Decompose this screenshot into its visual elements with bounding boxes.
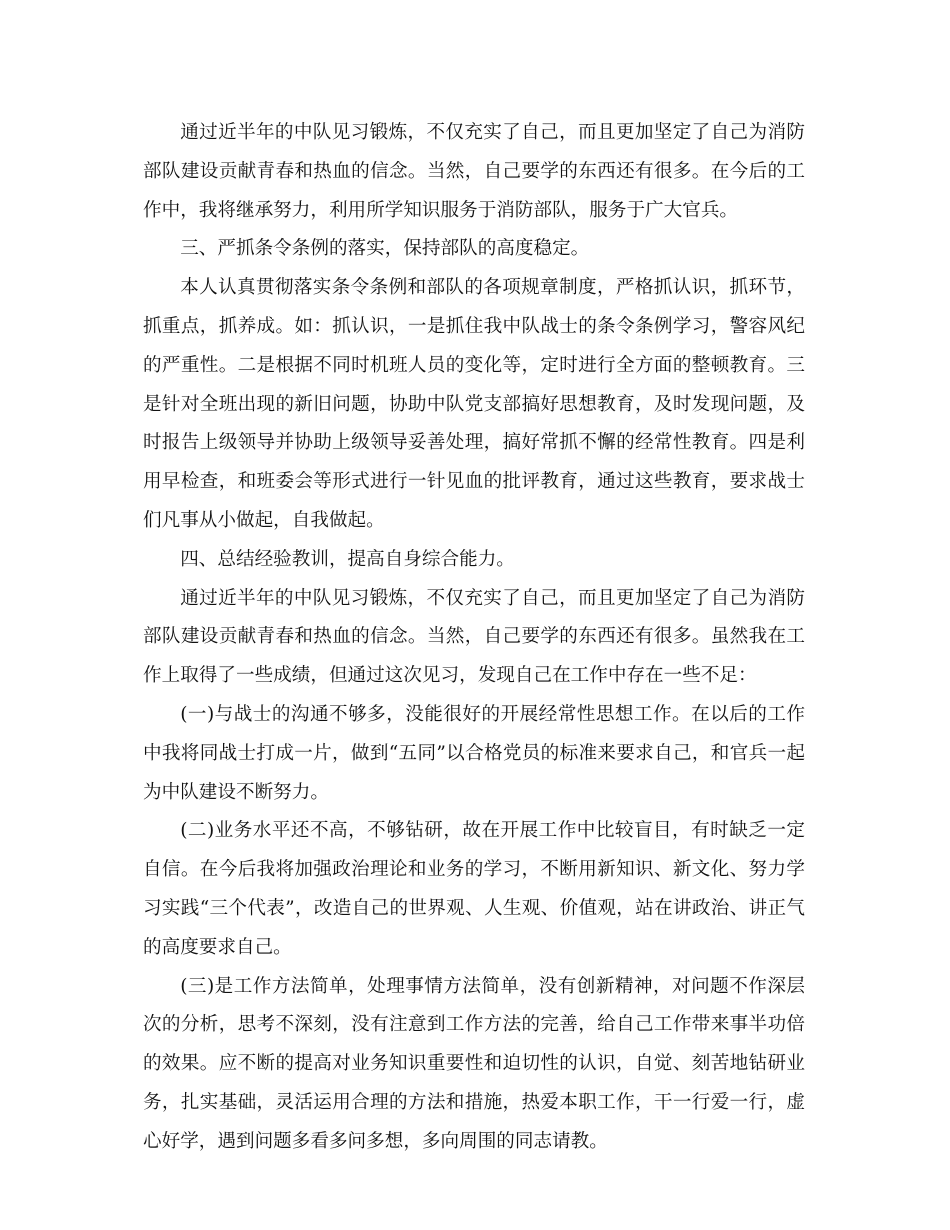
paragraph-regulations: 本人认真贯彻落实条令条例和部队的各项规章制度，严格抓认识，抓环节，抓重点，抓养成。如：抓认识，一是抓住我中队战士的条令条例学习，警容风纪的严重性。二是根据不同时机班人员的变化等，定时进行全方面的整顿教育。三是针对全班出现的新旧问题，协助中队党支部搞好思想教育，及时发现问题，及时报告上级领导并协助上级领导妥善处理，搞好常抓不懈的经常性教育。四是利用早检查，和班委会等形式进行一针见血的批评教育，通过这些教育，要求战士们凡事从小做起，自我做起。 (143, 277, 805, 531)
section-heading-four: 四、总结经验教训，提高自身综合能力。 (180, 548, 515, 570)
paragraph-intro-reflection: 通过近半年的中队见习锻炼，不仅充实了自己，而且更加坚定了自己为消防部队建设贡献青春和热血的信念。当然，自己要学的东西还有很多。在今后的工作中，我将继承努力，利用所学知识服务于消防部队，服务于广大官兵。 (143, 122, 805, 221)
paragraph-point-two: (二)业务水平还不高，不够钻研，故在开展工作中比较盲目，有时缺乏一定自信。在今后我将加强政治理论和业务的学习，不断用新知识、新文化、努力学习实践“三个代表”，改造自己的世界观、人生观、价值观，站在讲政治、讲正气的高度要求自己。 (143, 820, 805, 958)
paragraph-summary-shortcomings: 通过近半年的中队见习锻炼，不仅充实了自己，而且更加坚定了自己为消防部队建设贡献青春和热血的信念。当然，自己要学的东西还有很多。虽然我在工作上取得了一些成绩，但通过这次见习，发现自己在工作中存在一些不足： (143, 587, 805, 687)
section-heading-three: 三、严抓条令条例的落实，保持部队的高度稳定。 (180, 238, 590, 260)
paragraph-point-one: (一)与战士的沟通不够多，没能很好的开展经常性思想工作。在以后的工作中我将同战士打成一片，做到“五同”以合格党员的标准来要求自己，和官兵一起为中队建设不断努力。 (143, 703, 805, 803)
document-body (143, 114, 805, 1162)
paragraph-point-three: (三)是工作方法简单，处理事情方法简单，没有创新精神，对问题不作深层次的分析，思考不深刻，没有注意到工作方法的完善，给自己工作带来事半功倍的效果。应不断的提高对业务知识重要性和迫切性的认识，自觉、刻苦地钻研业务，扎实基础，灵活运用合理的方法和措施，热爱本职工作，干一行爱一行，虚心好学，遇到问题多看多问多想，多向周围的同志请教。 (143, 975, 805, 1152)
